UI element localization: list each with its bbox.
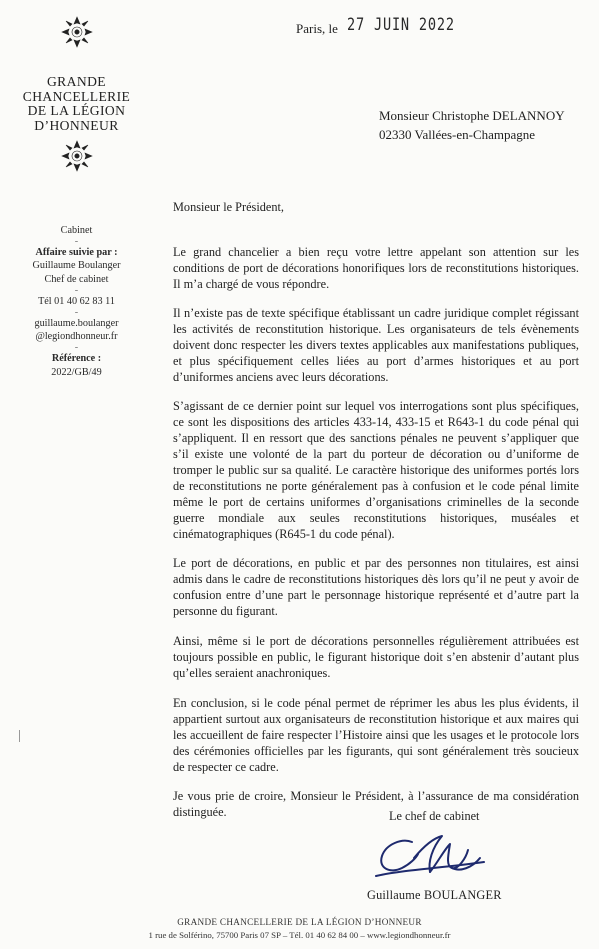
reference-value: 2022/GB/49 — [51, 366, 102, 378]
phone: Tél 01 40 62 83 11 — [38, 295, 115, 307]
institution-name — [10, 75, 143, 133]
signer-name: Guillaume BOULANGER — [367, 888, 502, 902]
affair-person: Guillaume Boulanger — [32, 260, 121, 272]
salutation: Monsieur le Président, — [173, 200, 284, 214]
paragraph: S’agissant de ce dernier point sur lequel vos interrogations sont plus spécifiques, ce sont les dispositions des articles 433-14, 433-15 et R643-1 du code pénal qui s’appliquent. Il en ressort que des sanctions pénales ne peuvent s’appliquer que s’il existe une volonté de la part du porteur de décoration ou d’uniforme de tromper le public sur sa qualité. Le caractère historique des uniformes portés lors de reconstitutions ne porte généralement pas à confusion et le code pénal limite même le port de certains uniformes d’organisations criminelles de la seconde guerre mondiale aux seules reconstitutions historiques, muséales et cinématographiques (R645-1 du code pénal). — [173, 399, 579, 542]
footer-address: 1 rue de Solférino, 75700 Paris 07 SP – Tél. 01 40 62 84 00 – www.legiondhonneur.fr — [148, 930, 451, 940]
margin-mark — [19, 730, 20, 742]
paragraph: Le port de décorations, en public et par des personnes non titulaires, est ainsi admis dans le cadre de reconstitutions historiques dès lors qu’il ne peut y avoir de confusion entre d’une part le personnage historique représenté et d’autre part la personne du figurant. — [173, 556, 579, 619]
institution-line: D’HONNEUR — [34, 117, 119, 133]
institution-line: GRANDE — [46, 74, 107, 89]
recipient-address: 02330 Vallées-en-Champagne — [379, 127, 536, 142]
recipient-name: Monsieur Christophe DELANNOY — [379, 108, 565, 123]
recipient-block — [379, 106, 565, 144]
signer-title: Le chef de cabinet — [389, 809, 480, 823]
paragraph: Ainsi, même si le port de décorations personnelles régulièrement attribuées est toujours possible en public, le figurant historique doit s’en abstenir d’autant plus qu’elles seraient anachroniques. — [173, 634, 579, 681]
paragraph: Il n’existe pas de texte spécifique établissant un cadre juridique complet régissant les activités de reconstitution historique. Les organisateurs de tels évènements doivent donc respecter les divers textes applicables aux manifestations publiques, et plus spécifiquement celles liées au port d’armes historiques et au port d’uniformes anciens avec leurs décorations. — [173, 306, 579, 385]
email-line: guillaume.boulanger — [34, 318, 119, 330]
affair-label: Affaire suivie par : — [35, 247, 118, 259]
legion-honneur-emblem-icon — [59, 138, 95, 174]
affair-role: Chef de cabinet — [44, 273, 109, 285]
email-line: @legiondhonneur.fr — [35, 331, 118, 343]
footer-institution: GRANDE CHANCELLERIE DE LA LÉGION D’HONNEUR — [177, 917, 422, 927]
separator: - — [74, 284, 79, 296]
separator: - — [74, 236, 79, 248]
date-stamp: 27 JUIN 2022 — [347, 15, 455, 35]
legion-honneur-emblem-icon — [59, 14, 95, 50]
paragraph: Le grand chancelier a bien reçu votre lettre appelant son attention sur les conditions de port de décorations honorifiques lors de reconstitutions historiques. Il m’a chargé de vous répondre. — [173, 245, 579, 292]
separator: - — [74, 342, 79, 354]
date-prefix: Paris, le — [296, 21, 338, 36]
reference-label: Référence : — [51, 353, 102, 365]
separator: - — [74, 307, 79, 319]
sidebar-contact — [5, 224, 148, 379]
institution-line: CHANCELLERIE — [22, 88, 131, 104]
paragraph: Je vous prie de croire, Monsieur le Président, à l’assurance de ma considération distinguée. — [173, 789, 579, 820]
institution-line: DE LA LÉGION — [27, 103, 126, 119]
sidebar-department: Cabinet — [60, 225, 93, 236]
handwritten-signature — [372, 828, 490, 888]
paragraph: En conclusion, si le code pénal permet de réprimer les abus les plus évidents, il appartient surtout aux organisateurs de reconstitution historique et aux maires qui les accueillent de faire respecter l’Histoire ainsi que les usages et le protocole lors des cérémonies officielles par les figurants, qui sont généralement très soucieux de respecter ce cadre. — [173, 696, 579, 775]
